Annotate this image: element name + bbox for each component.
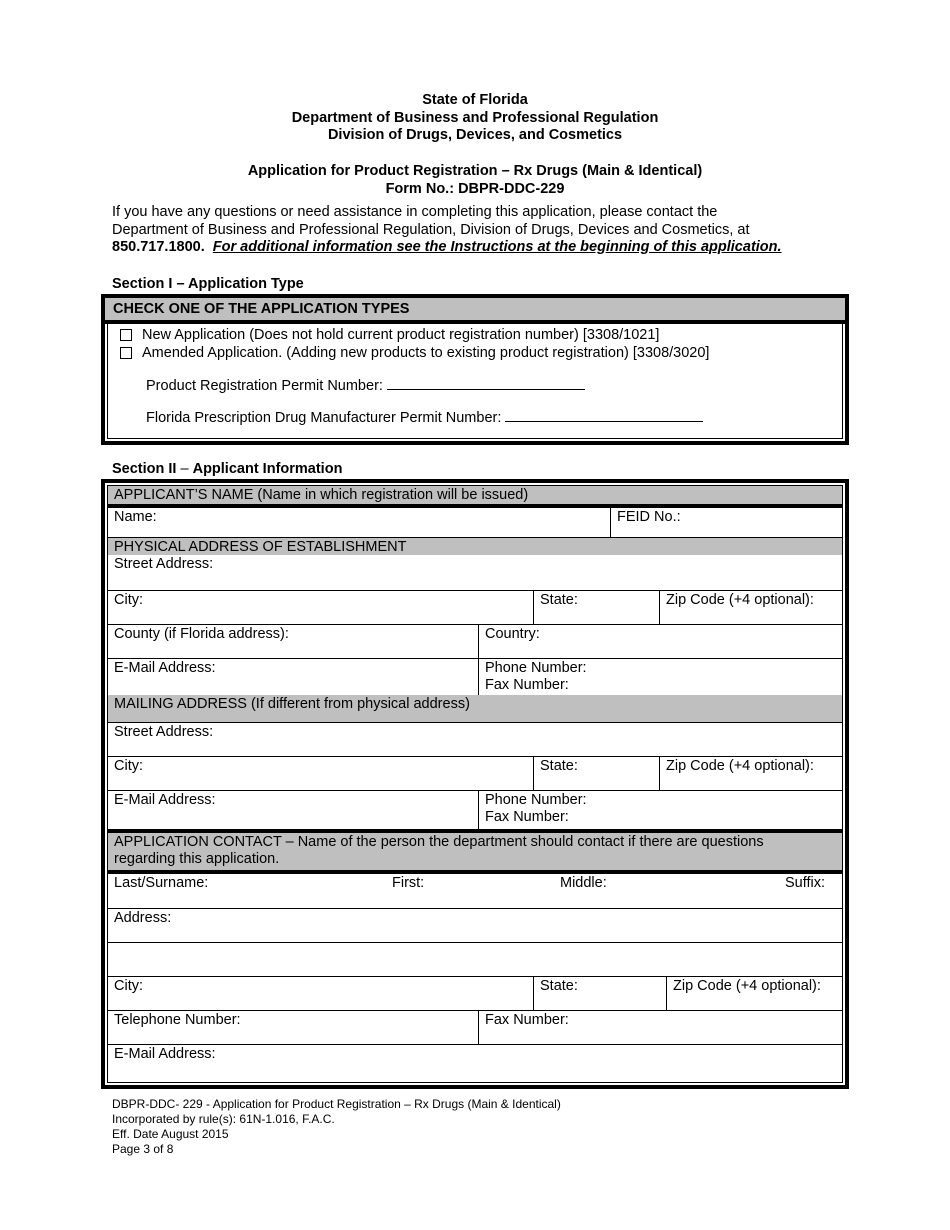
contact-city-row (108, 977, 842, 1011)
contact-middle-name-field[interactable]: Middle: (560, 875, 607, 891)
physical-city-field[interactable]: City: (114, 592, 143, 608)
applicant-grid (107, 485, 843, 1083)
page-footer (112, 1097, 561, 1157)
manufacturer-permit-label: Florida Prescription Drug Manufacturer Permit Number: (146, 410, 502, 426)
intro-line-3 (112, 239, 839, 257)
instructions-note: For additional information see the Instructions at the beginning of this application. (212, 239, 782, 255)
mailing-contact-row (108, 791, 842, 833)
section-1-title: Section I – Application Type (112, 276, 304, 292)
contact-email-row (108, 1045, 842, 1078)
amended-application-checkbox[interactable] (120, 347, 132, 359)
mailing-zip-field[interactable]: Zip Code (+4 optional): (659, 757, 842, 790)
mailing-address-heading: MAILING ADDRESS (If different from physical address) (114, 696, 470, 712)
applicant-information-box (101, 479, 849, 1089)
manufacturer-permit-field[interactable] (146, 409, 703, 426)
physical-state-field[interactable]: State: (533, 591, 659, 624)
name-field[interactable]: Name: (114, 509, 157, 525)
footer-form-title: DBPR-DDC- 229 - Application for Product Registration – Rx Drugs (Main & Identical) (112, 1097, 561, 1111)
physical-phone-fax-field[interactable] (478, 659, 842, 695)
physical-city-row (108, 591, 842, 625)
intro-paragraph (112, 204, 839, 257)
contact-address-row (108, 909, 842, 943)
county-field[interactable]: County (if Florida address): (114, 626, 289, 642)
permit-number-blank[interactable] (387, 377, 585, 390)
amended-application-label: Amended Application. (Adding new products to existing product registration) [3308/3020] (142, 345, 710, 361)
mailing-city-field[interactable]: City: (114, 758, 143, 774)
contact-city-field[interactable]: City: (114, 978, 143, 994)
contact-phone: 850.717.1800. (112, 239, 205, 255)
footer-effective-date: Eff. Date August 2015 (112, 1127, 229, 1141)
mailing-state-field[interactable]: State: (533, 757, 659, 790)
contact-address-field[interactable]: Address: (114, 910, 172, 926)
department-name: Department of Business and Professional Regulation (291, 109, 659, 126)
application-contact-heading (108, 833, 764, 870)
contact-fax-field[interactable]: Fax Number: (478, 1011, 842, 1044)
division-name: Division of Drugs, Devices, and Cosmetics (327, 127, 623, 143)
application-contact-heading-line-1: APPLICATION CONTACT – Name of the person the department should contact if there are questions (114, 834, 764, 850)
mailing-fax-label: Fax Number: (485, 809, 569, 825)
intro-line-2: Department of Business and Professional Regulation, Division of Drugs, Devices and Cosmetics, at (112, 221, 750, 238)
applicant-name-heading: APPLICANT’S NAME (Name in which registration will be issued) (114, 487, 529, 503)
new-application-label: New Application (Does not hold current product registration number) [3308/1021] (142, 327, 660, 343)
footer-rule: Incorporated by rule(s): 61N-1.016, F.A.C. (112, 1112, 335, 1126)
form-number: Form No.: DBPR-DDC-229 (385, 180, 565, 197)
contact-address-line-2-field[interactable] (108, 943, 114, 976)
section-2-number: Section II (112, 461, 177, 477)
new-application-checkbox[interactable] (120, 329, 132, 341)
section-2-name: Applicant Information (192, 461, 343, 477)
physical-fax-label: Fax Number: (485, 677, 569, 693)
state-name: State of Florida (422, 92, 528, 108)
contact-email-field[interactable]: E-Mail Address: (114, 1046, 216, 1062)
contact-address-row-2 (108, 943, 842, 977)
contact-first-name-field[interactable]: First: (392, 875, 425, 891)
manufacturer-permit-blank[interactable] (505, 409, 703, 422)
physical-email-field[interactable]: E-Mail Address: (114, 660, 216, 676)
mailing-phone-label: Phone Number: (485, 792, 587, 808)
physical-address-heading-row (108, 538, 842, 555)
section-2-dash: – (176, 461, 193, 477)
mailing-phone-fax-field[interactable] (478, 791, 842, 829)
permit-number-label: Product Registration Permit Number: (146, 378, 383, 394)
contact-name-row (108, 874, 842, 909)
form-title: Application for Product Registration – Rx Drugs (Main & Identical) (247, 163, 703, 179)
application-type-heading: CHECK ONE OF THE APPLICATION TYPES (105, 298, 845, 324)
mailing-street-row (108, 723, 842, 757)
country-field[interactable]: Country: (478, 625, 842, 658)
contact-state-field[interactable]: State: (533, 977, 666, 1010)
application-contact-heading-row (108, 833, 842, 874)
application-contact-heading-line-2: regarding this application. (114, 851, 280, 867)
contact-last-name-field[interactable]: Last/Surname: (114, 875, 209, 891)
physical-phone-label: Phone Number: (485, 660, 587, 676)
footer-page-number: Page 3 of 8 (112, 1142, 174, 1156)
mailing-address-heading-row (108, 695, 842, 723)
applicant-name-heading-row (108, 486, 842, 508)
permit-number-field[interactable] (146, 377, 585, 394)
name-row (108, 508, 842, 538)
option-amended-application[interactable] (120, 345, 709, 361)
mailing-email-field[interactable]: E-Mail Address: (114, 792, 216, 808)
intro-line-1: If you have any questions or need assistance in completing this application, please contact the (112, 204, 718, 220)
contact-phone-row (108, 1011, 842, 1045)
contact-zip-field[interactable]: Zip Code (+4 optional): (666, 977, 842, 1010)
contact-suffix-field[interactable]: Suffix: (785, 875, 826, 891)
mailing-city-row (108, 757, 842, 791)
physical-address-heading: PHYSICAL ADDRESS OF ESTABLISHMENT (114, 539, 407, 555)
physical-street-row (108, 555, 842, 591)
agency-header (0, 92, 950, 145)
option-new-application[interactable] (120, 327, 659, 343)
application-type-box (101, 294, 849, 445)
physical-street-field[interactable]: Street Address: (114, 556, 214, 572)
physical-zip-field[interactable]: Zip Code (+4 optional): (659, 591, 842, 624)
form-header (0, 163, 950, 198)
county-row (108, 625, 842, 659)
application-type-body (107, 324, 843, 439)
mailing-street-field[interactable]: Street Address: (114, 724, 214, 740)
physical-contact-row (108, 659, 842, 695)
feid-field[interactable]: FEID No.: (610, 508, 842, 537)
contact-telephone-field[interactable]: Telephone Number: (114, 1012, 241, 1028)
section-2-title (112, 461, 342, 477)
